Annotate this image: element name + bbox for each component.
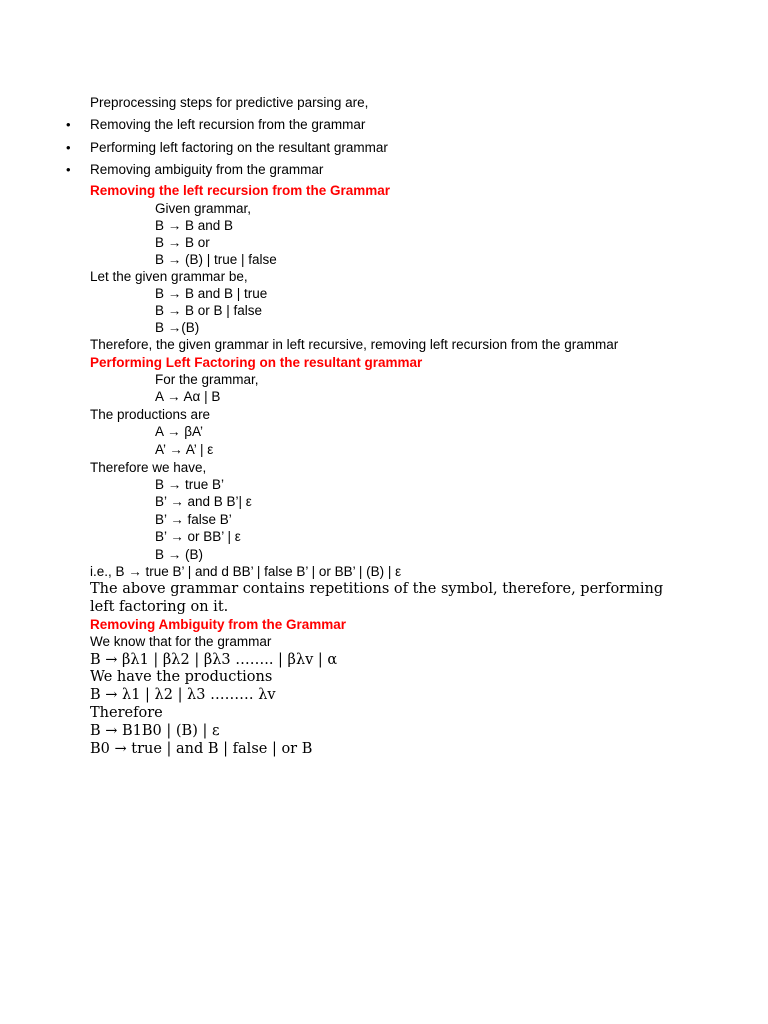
grammar-rule: A → Aα | B <box>155 389 221 404</box>
bullet-item: Removing ambiguity from the grammar <box>90 162 324 177</box>
grammar-rule: B’ → and B B’| ε <box>155 494 252 509</box>
intro-text: Preprocessing steps for predictive parsing are, <box>90 95 369 110</box>
text-line: Let the given grammar be, <box>90 269 248 284</box>
section-heading: Performing Left Factoring on the resultant grammar <box>90 355 423 370</box>
grammar-rule: B → B and B <box>155 218 234 233</box>
bullet-item: Removing the left recursion from the grammar <box>90 117 366 132</box>
bullet-item: Performing left factoring on the resultant grammar <box>90 140 388 155</box>
text-line: Therefore, the given grammar in left recursive, removing left recursion from the grammar <box>90 337 619 352</box>
text-line: For the grammar, <box>155 372 259 387</box>
text-line: The productions are <box>90 407 211 422</box>
text-line: We know that for the grammar <box>90 634 272 649</box>
grammar-rule: B → B and B | true <box>155 286 268 301</box>
grammar-rule: B → (B) | true | false <box>155 252 277 267</box>
text-line: Therefore we have, <box>90 460 207 475</box>
grammar-rule: B → true B’ <box>155 477 225 492</box>
bullet-icon: • <box>66 117 71 132</box>
bullet-icon: • <box>66 162 71 177</box>
grammar-rule: B0 → true | and B | false | or B <box>90 741 313 757</box>
section-heading: Removing Ambiguity from the Grammar <box>90 617 347 632</box>
grammar-rule: B → B or <box>155 235 210 250</box>
grammar-rule: B → B or B | false <box>155 303 263 318</box>
text-line: We have the productions <box>90 669 273 685</box>
grammar-rule: i.e., B → true B’ | and d BB’ | false B’ | or BB’ | (B) | ε <box>90 564 402 579</box>
grammar-rule: B →(B) <box>155 320 200 335</box>
text-line: left factoring on it. <box>90 599 229 615</box>
text-line: Therefore <box>90 705 163 721</box>
grammar-rule: A’ → A’ | ε <box>155 442 214 457</box>
grammar-rule: B → B1B0 | (B) | ε <box>90 723 220 739</box>
bullet-icon: • <box>66 140 71 155</box>
text-line: The above grammar contains repetitions of the symbol, therefore, performing <box>90 581 664 597</box>
grammar-rule: B’ → or BB’ | ε <box>155 529 241 544</box>
section-heading: Removing the left recursion from the Grammar <box>90 183 391 198</box>
grammar-rule: B → (B) <box>155 547 204 562</box>
grammar-rule: B’ → false B’ <box>155 512 232 527</box>
grammar-rule: B → λ1 | λ2 | λ3 ……… λv <box>90 687 276 703</box>
grammar-rule: B → βλ1 | βλ2 | βλ3 …….. | βλv | α <box>90 652 338 668</box>
grammar-rule: A → βA’ <box>155 424 204 439</box>
text-line: Given grammar, <box>155 201 252 216</box>
